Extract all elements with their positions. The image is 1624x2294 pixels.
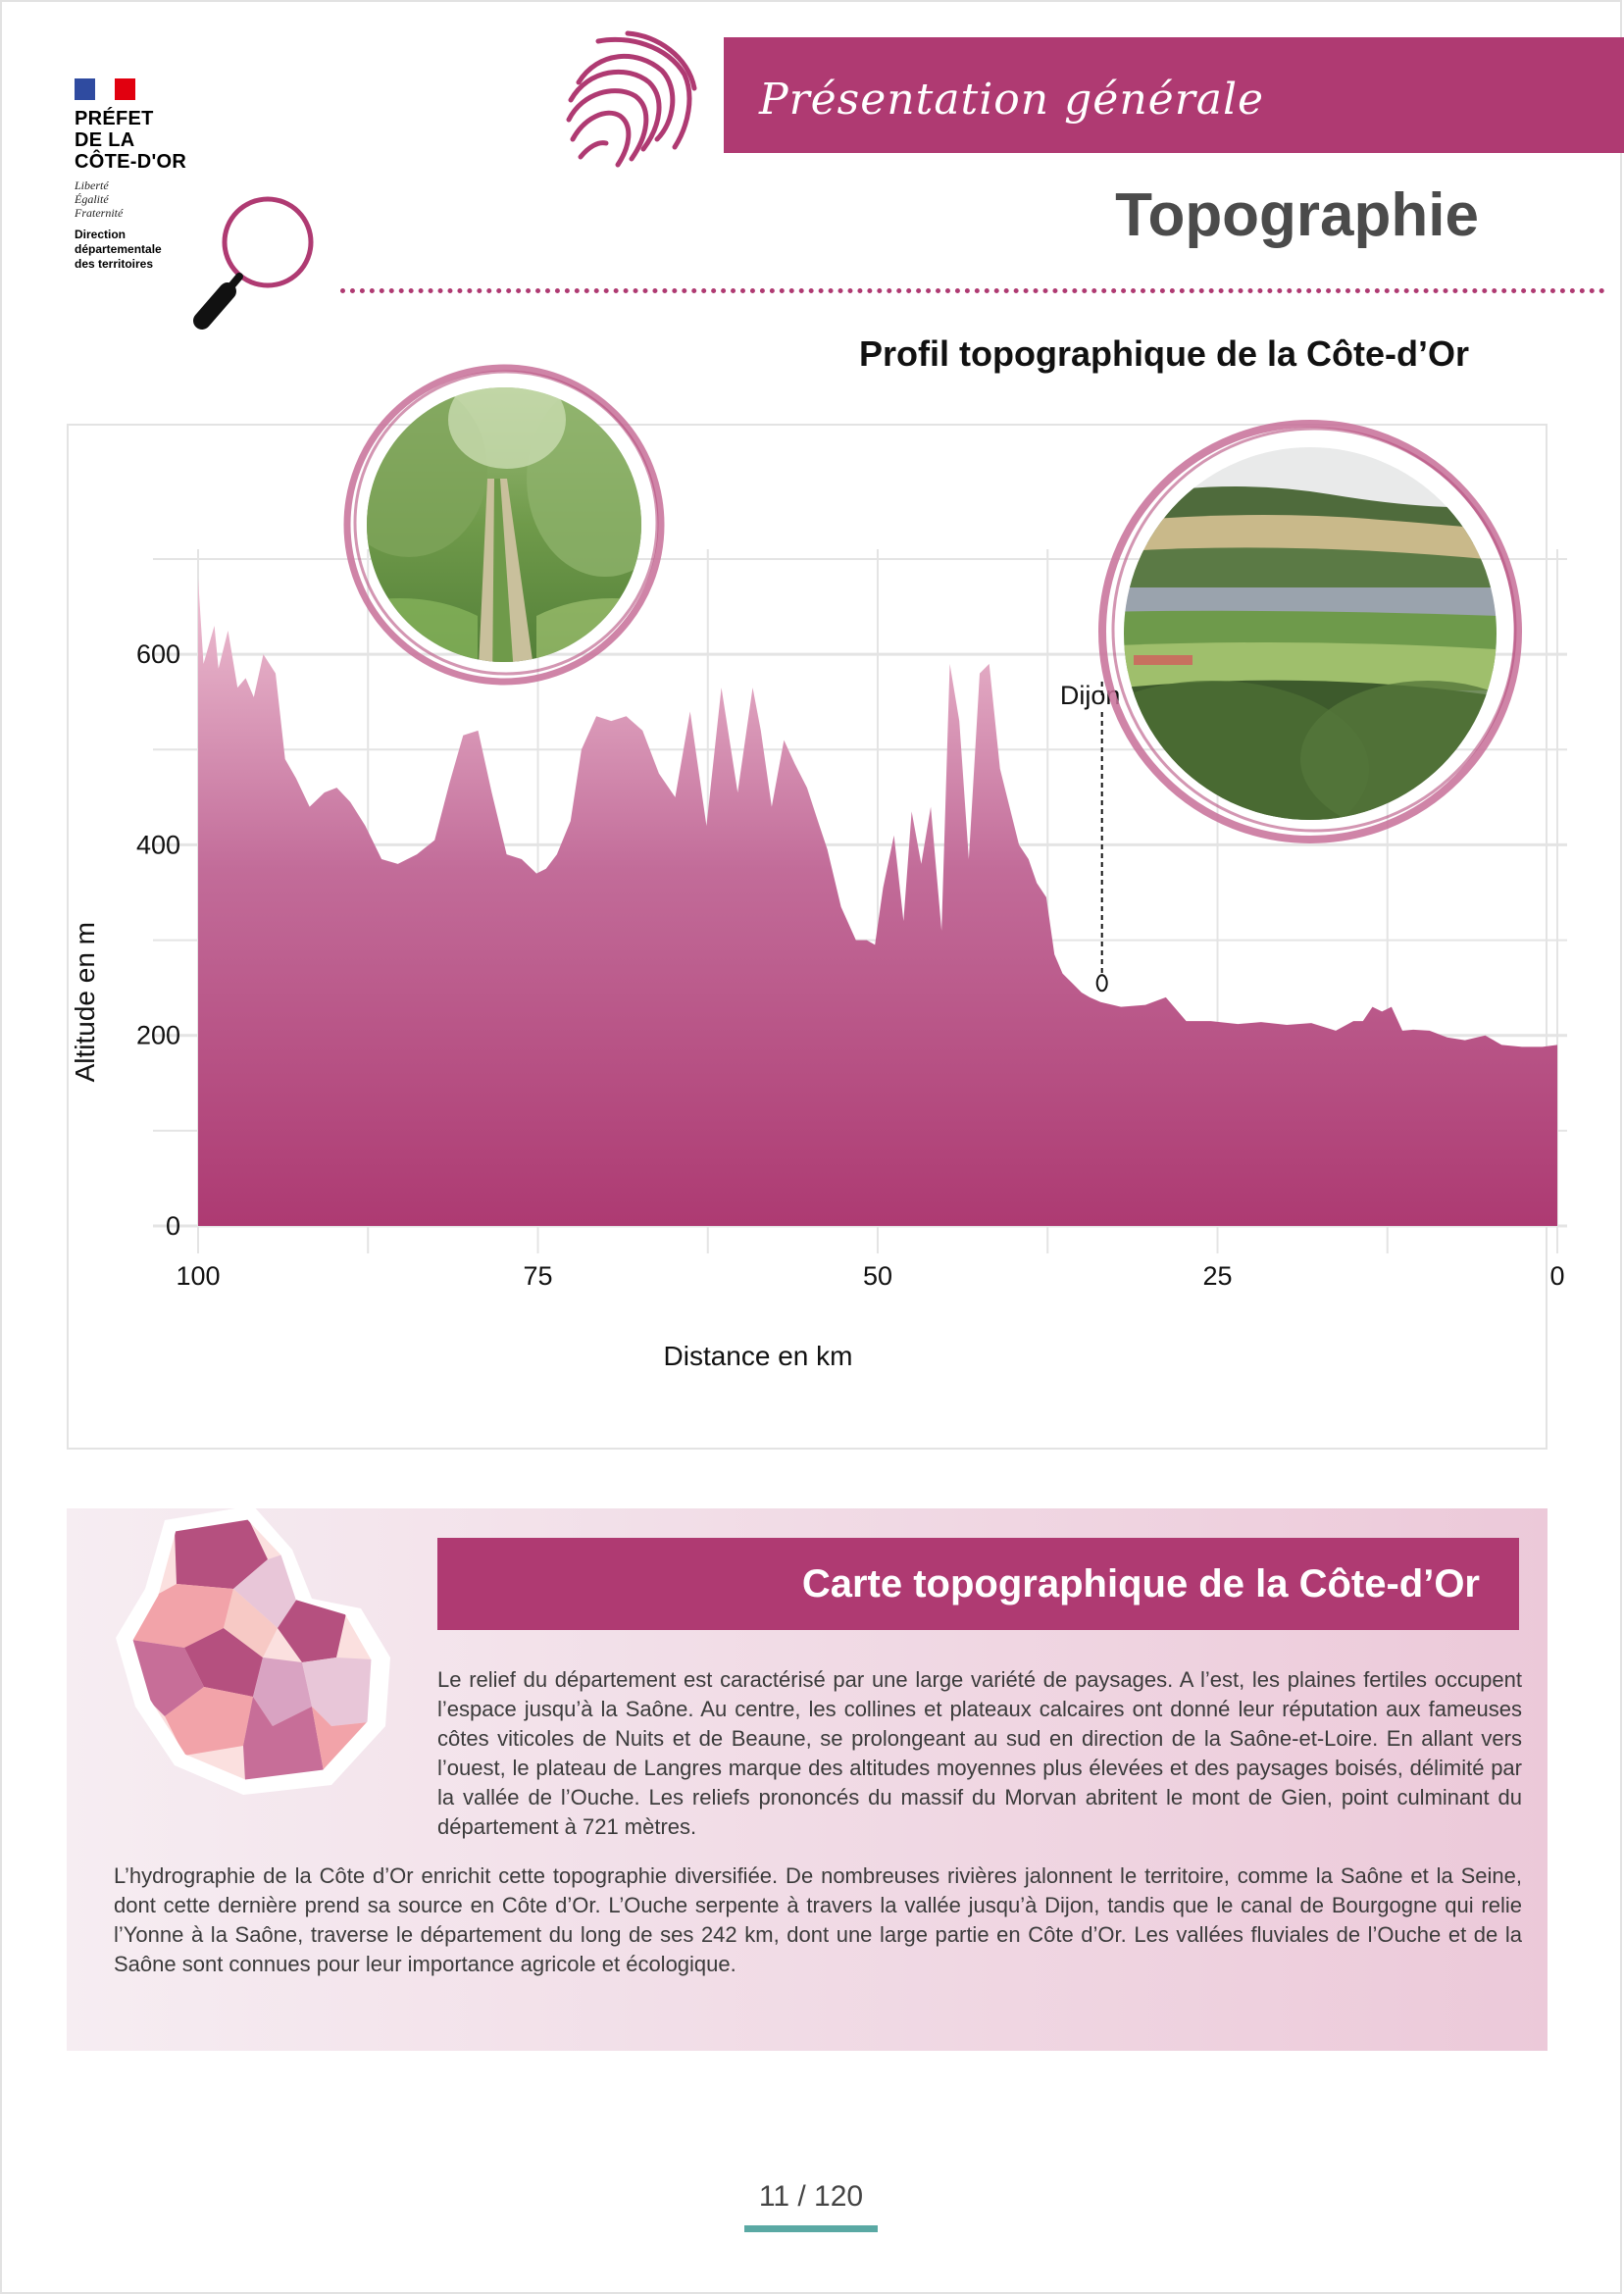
flag-blue — [75, 78, 95, 100]
logo-title-line: PRÉFET — [75, 108, 154, 129]
hydrography-paragraph: L’hydrographie de la Côte d’Or enrichit cette topographie diversifiée. De nombreuses rivières jalonnent le territoire, comme la Saône et la Seine, dont cette dernière prend sa source en Côte d’Or. L’Ouche serpente à travers la vallée jusqu’à Dijon, tandis que le canal de Bourgogne qui relie l’Yonne à la Saône, traverse le département du long de ses 242 km, dont une large partie en Côte d’Or. Les vallées fluviales de l’Ouche et de la Saône sont connues pour leur importance agricole et écologique. — [114, 1863, 1522, 1976]
x-tick-label: 75 — [523, 1261, 553, 1291]
dotted-divider — [340, 288, 1605, 293]
logo-title-line: DE LA — [75, 129, 135, 151]
y-tick-label: 0 — [165, 1211, 180, 1241]
logo-direction-line: des territoires — [75, 257, 154, 271]
x-tick-label: 0 — [1549, 1261, 1565, 1291]
flag-white — [95, 78, 116, 100]
lake-landscape-photo — [1094, 416, 1526, 847]
x-axis-label: Distance en km — [663, 1341, 853, 1371]
x-tick-label: 100 — [176, 1261, 221, 1291]
magnifier-icon — [188, 190, 345, 339]
logo-title — [75, 108, 222, 173]
page-title: Topographie — [1115, 181, 1479, 249]
y-axis-label: Altitude en m — [70, 922, 100, 1083]
annotation-marker — [1097, 975, 1107, 991]
logo-motto-line: Égalité — [75, 192, 109, 206]
map-title: Carte topographique de la Côte-d’Or — [801, 1562, 1480, 1606]
logo-direction-line: départementale — [75, 242, 162, 256]
map-title-banner — [437, 1538, 1519, 1630]
x-tick-label: 25 — [1202, 1261, 1233, 1291]
logo-motto-line: Liberté — [75, 178, 109, 192]
relief-paragraph: Le relief du département est caractérisé par une large variété de paysages. A l’est, les plaines fertiles occupent l’espace jusqu’à la Saône. Au centre, les collines et plateaux calcaires ont donné leur réputation aux fameuses côtes viticoles de Nuits et de Beaune, se prolongeant au sud en direction de la Saône-et-Loire. En allant vers l’ouest, le plateau de Langres marque des altitudes moyennes plus élevées et des paysages boisés, délimité par la vallée de l’Ouche. Les reliefs prononcés du massif du Morvan abritent le mont de Gien, point culminant du département à 721 mètres. — [437, 1667, 1522, 1839]
page-number: 11 / 120 — [758, 2180, 864, 2213]
topographic-lines-icon — [559, 31, 696, 169]
topographic-map-section — [67, 1508, 1548, 2051]
y-tick-label: 400 — [135, 830, 180, 860]
page-number-underline — [744, 2225, 878, 2232]
cote-dor-map — [106, 1491, 439, 1814]
annotation-label-dijon: Dijon — [1059, 681, 1121, 710]
flag-red — [115, 78, 135, 100]
french-flag-icon — [75, 78, 135, 100]
chart-frame — [67, 424, 1565, 1450]
y-tick-label: 600 — [135, 639, 180, 670]
y-tick-label: 200 — [135, 1020, 180, 1050]
x-tick-label: 50 — [862, 1261, 893, 1291]
forest-path-photo — [340, 361, 668, 688]
logo-motto-line: Fraternité — [75, 206, 124, 220]
chart-title: Profil topographique de la Côte-d’Or — [858, 333, 1469, 374]
logo-direction-line: Direction — [75, 228, 127, 241]
section-banner-title: Présentation générale — [759, 75, 1265, 125]
section-banner — [724, 37, 1624, 153]
logo-title-line: CÔTE-D'OR — [75, 151, 187, 173]
